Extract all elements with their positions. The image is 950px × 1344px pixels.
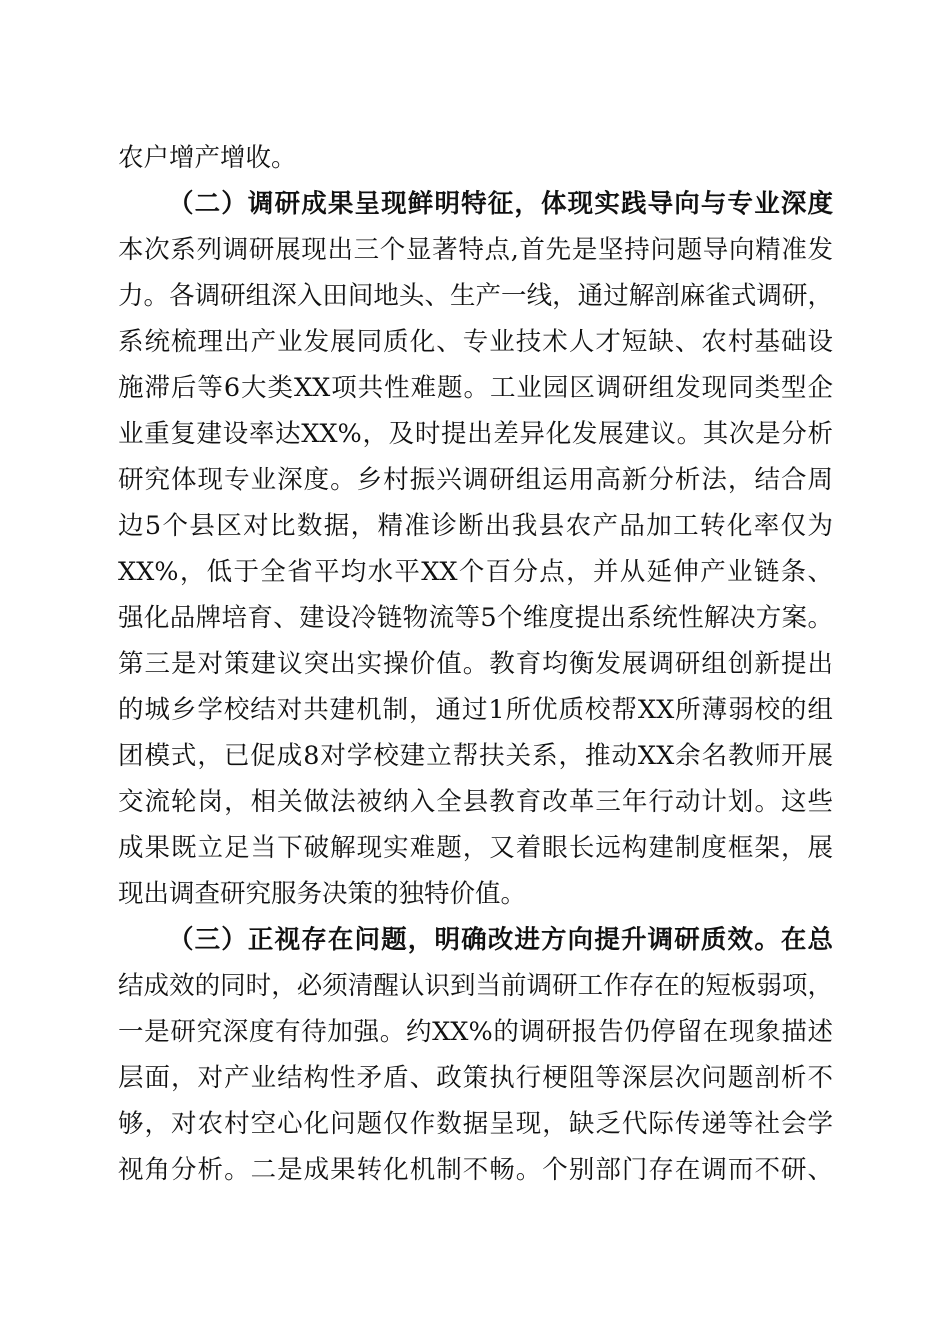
body-text-line: 强化品牌培育、建设冷链物流等5个维度提出系统性解决方案。: [118, 603, 833, 633]
body-text-line: 业重复建设率达XX%，及时提出差异化发展建议。其次是分析: [118, 419, 833, 449]
section-heading: （二）调研成果呈现鲜明特征，体现实践导向与专业深度: [168, 189, 833, 219]
body-text-line: 系统梳理出产业发展同质化、专业技术人才短缺、农村基础设: [118, 327, 833, 357]
body-text-line: 力。各调研组深入田间地头、生产一线，通过解剖麻雀式调研，: [118, 281, 833, 311]
section-heading: （三）正视存在问题，明确改进方向提升调研质效。在总: [168, 925, 833, 955]
body-text-line: XX%，低于全省平均水平XX个百分点，并从延伸产业链条、: [118, 557, 833, 587]
body-text-line: 边5个县区对比数据，精准诊断出我县农产品加工转化率仅为: [118, 511, 833, 541]
body-text-line: 一是研究深度有待加强。约XX%的调研报告仍停留在现象描述: [118, 1017, 833, 1047]
body-text-line: 第三是对策建议突出实操价值。教育均衡发展调研组创新提出: [118, 649, 833, 679]
body-text-line: 施滞后等6大类XX项共性难题。工业园区调研组发现同类型企: [118, 373, 833, 403]
body-text-line: 视角分析。二是成果转化机制不畅。个别部门存在调而不研、: [118, 1155, 833, 1185]
body-text-line: 层面，对产业结构性矛盾、政策执行梗阻等深层次问题剖析不: [118, 1063, 833, 1093]
body-text-line: 成果既立足当下破解现实难题，又着眼长远构建制度框架，展: [118, 833, 833, 863]
body-text-line: 结成效的同时，必须清醒认识到当前调研工作存在的短板弱项，: [118, 971, 833, 1001]
body-text-line: 交流轮岗，相关做法被纳入全县教育改革三年行动计划。这些: [118, 787, 833, 817]
body-text-line: 农户增产增收。: [118, 143, 297, 173]
body-text-line: 够，对农村空心化问题仅作数据呈现，缺乏代际传递等社会学: [118, 1109, 833, 1139]
body-text-line: 团模式，已促成8对学校建立帮扶关系，推动XX余名教师开展: [118, 741, 833, 771]
body-text-line: 本次系列调研展现出三个显著特点,首先是坚持问题导向精准发: [118, 235, 833, 265]
body-text-line: 的城乡学校结对共建机制，通过1所优质校帮XX所薄弱校的组: [118, 695, 833, 725]
body-text-line: 现出调查研究服务决策的独特价值。: [118, 879, 527, 909]
body-text-line: 研究体现专业深度。乡村振兴调研组运用高新分析法，结合周: [118, 465, 833, 495]
